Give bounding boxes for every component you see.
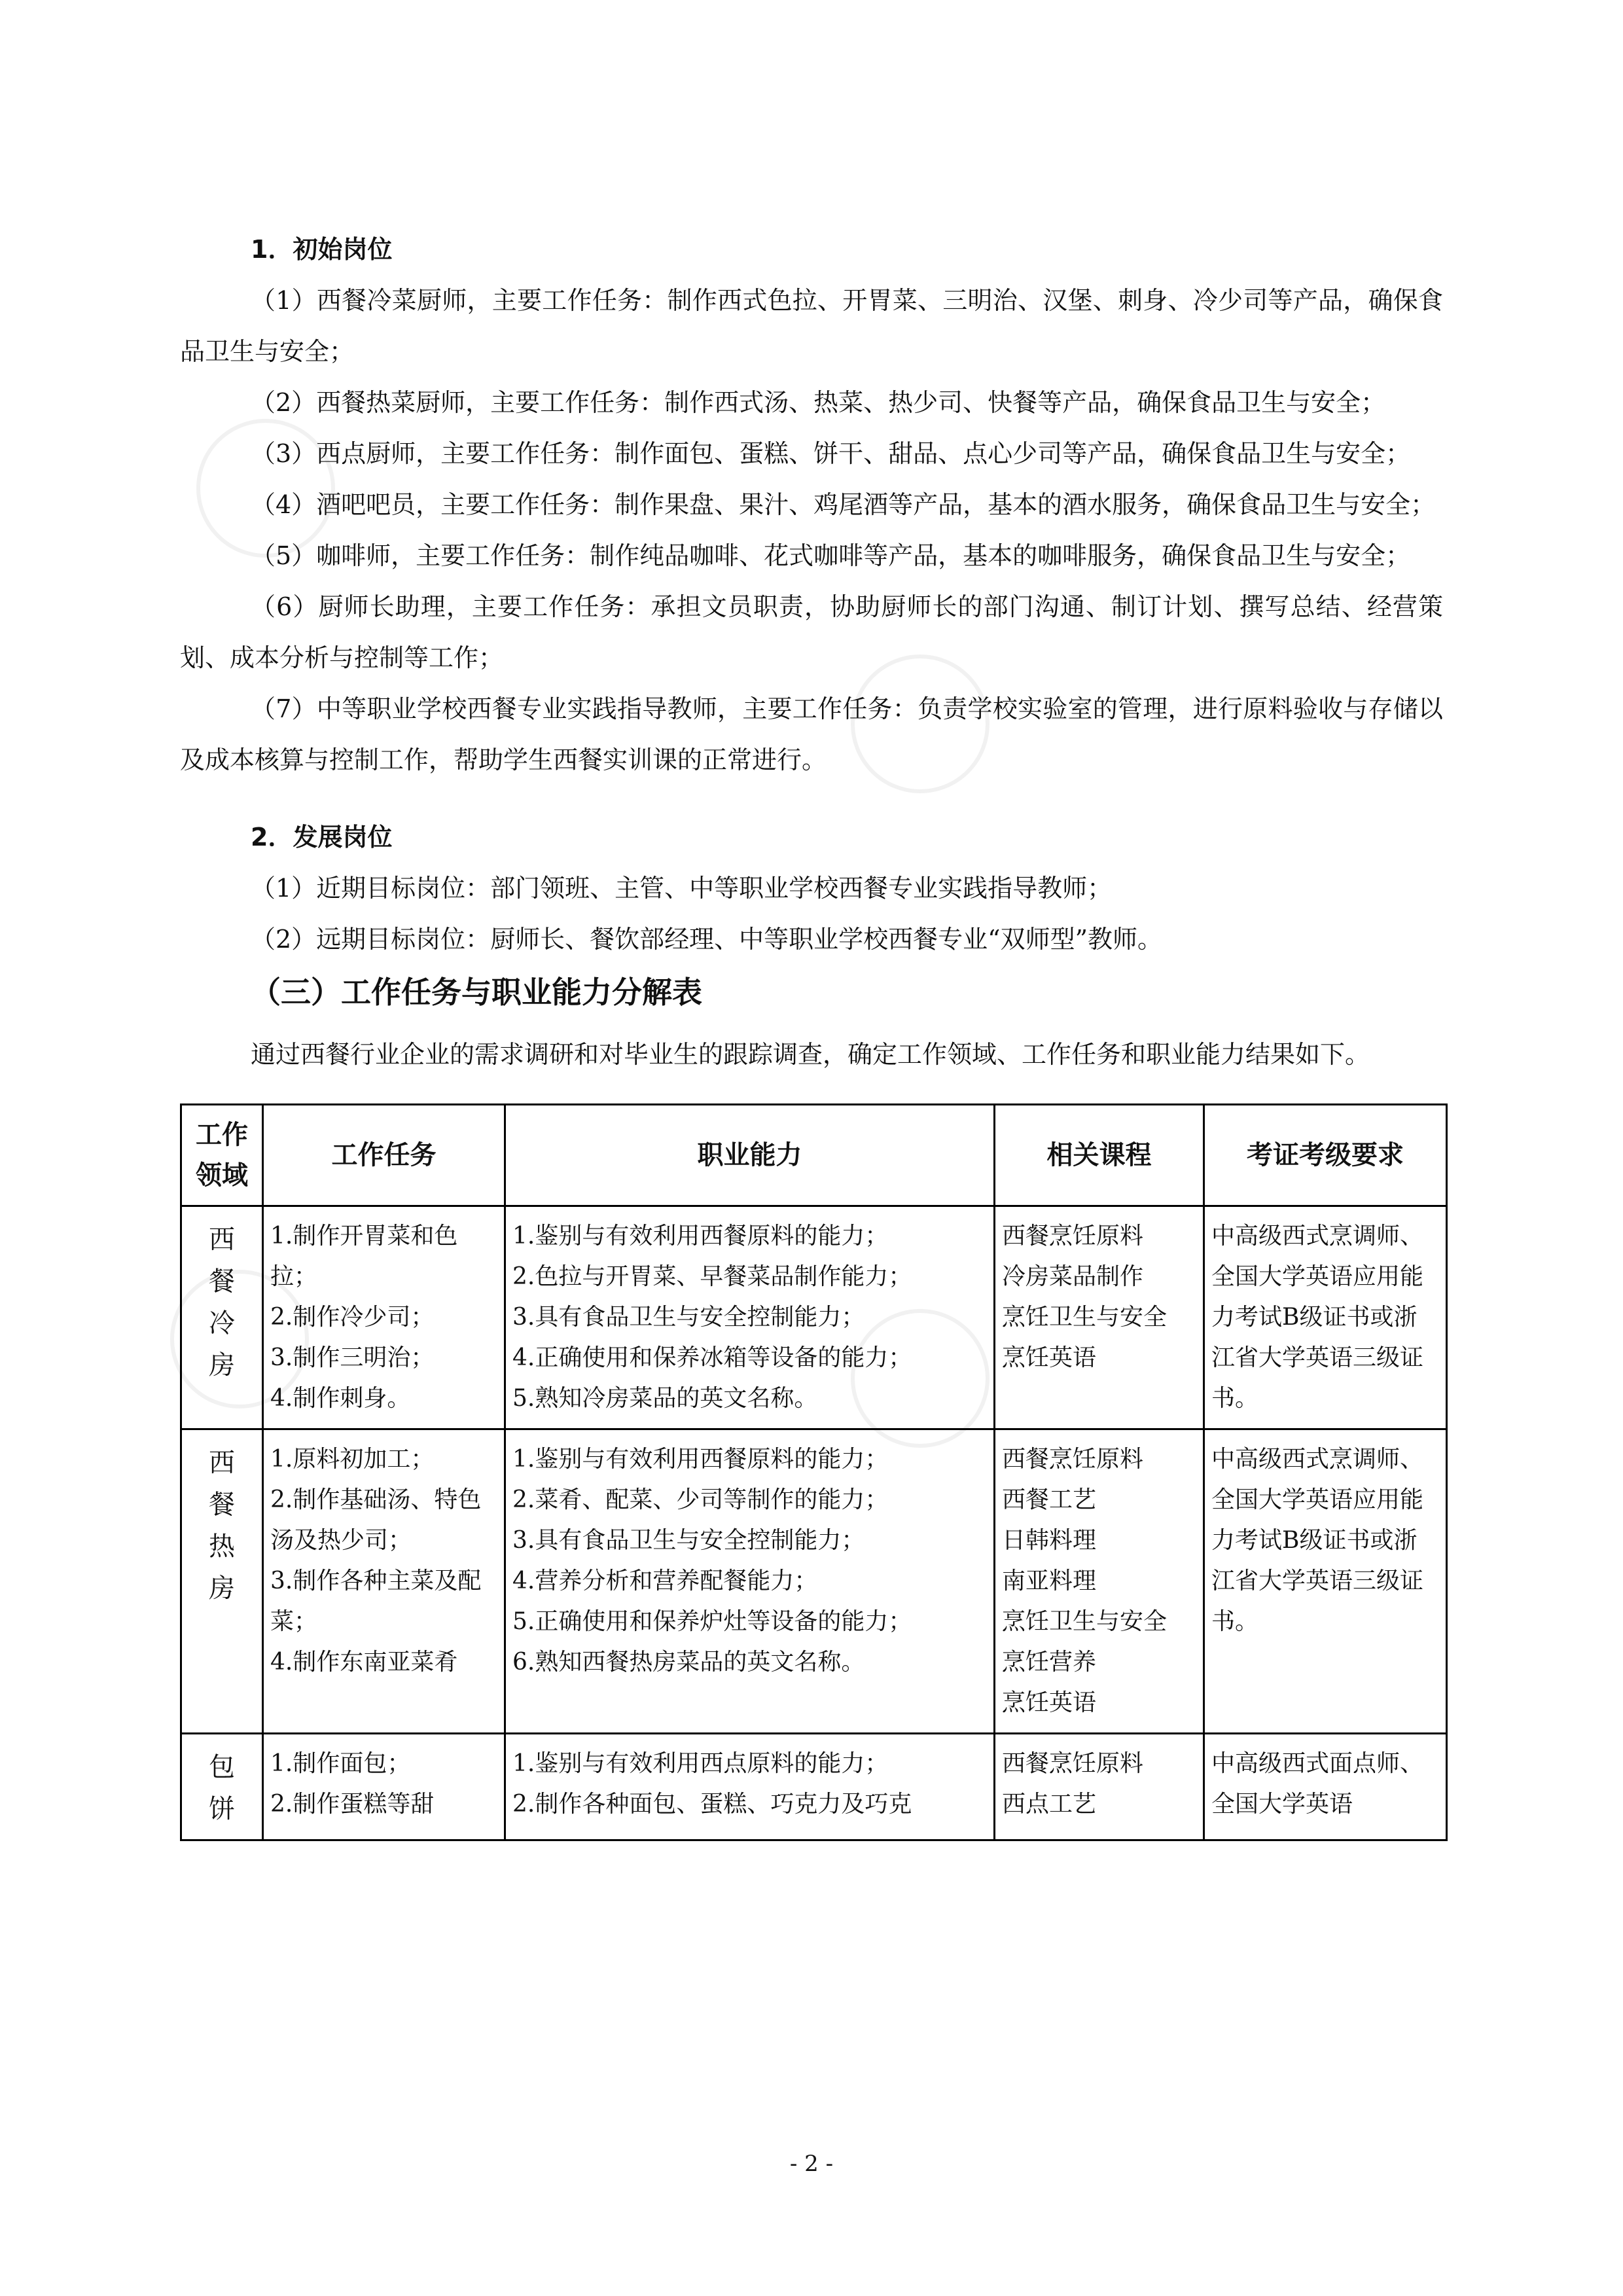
abilities-cell: 1.鉴别与有效利用西餐原料的能力； 2.色拉与开胃菜、早餐菜品制作能力； 3.具有食品卫生与安全控制能力； 4.正确使用和保养冰箱等设备的能力； 5.熟知冷房菜品的英文名称。 [505,1206,995,1429]
initial-position-item: （6）厨师长助理，主要工作任务：承担文员职责，协助厨师长的部门沟通、制订计划、撰写总结、经营策划、成本分析与控制等工作； [180,592,1443,672]
development-position-item: （1）近期目标岗位：部门领班、主管、中等职业学校西餐专业实践指导教师； [251,874,1113,903]
header-domain: 工作领域 [181,1105,263,1206]
section-heading: （三）工作任务与职业能力分解表 [251,975,702,1010]
table-row [181,1734,1447,1840]
header-courses: 相关课程 [995,1105,1204,1206]
initial-positions-heading: 1．初始岗位 [251,235,393,264]
certification-cell: 中高级西式烹调师、全国大学英语应用能力考试B级证书或浙江省大学英语三级证书。 [1204,1206,1447,1429]
tasks-cell: 1.原料初加工； 2.制作基础汤、特色汤及热少司； 3.制作各种主菜及配菜； 4.制作东南亚菜肴 [263,1429,505,1734]
table-header-row [181,1105,1447,1206]
tasks-cell: 1.制作面包； 2.制作蛋糕等甜 [263,1734,505,1840]
section-intro: 通过西餐行业企业的需求调研和对毕业生的跟踪调查，确定工作领域、工作任务和职业能力结果如下。 [251,1040,1370,1069]
task-ability-table [180,1103,1448,1841]
document-body [180,224,1443,1841]
initial-position-item: （5）咖啡师，主要工作任务：制作纯品咖啡、花式咖啡等产品，基本的咖啡服务，确保食品卫生与安全； [251,541,1411,570]
table-row [181,1206,1447,1429]
courses-cell: 西餐烹饪原料 西点工艺 [995,1734,1204,1840]
development-positions-heading: 2．发展岗位 [251,823,393,852]
initial-position-item: （1）西餐冷菜厨师，主要工作任务：制作西式色拉、开胃菜、三明治、汉堡、刺身、冷少司等产品，确保食品卫生与安全； [180,286,1443,366]
abilities-cell: 1.鉴别与有效利用西点原料的能力； 2.制作各种面包、蛋糕、巧克力及巧克 [505,1734,995,1840]
courses-cell: 西餐烹饪原料 西餐工艺 日韩料理 南亚料理 烹饪卫生与安全 烹饪营养 烹饪英语 [995,1429,1204,1734]
initial-position-item: （2）西餐热菜厨师，主要工作任务：制作西式汤、热菜、热少司、快餐等产品，确保食品卫生与安全； [251,388,1386,417]
courses-cell: 西餐烹饪原料 冷房菜品制作 烹饪卫生与安全 烹饪英语 [995,1206,1204,1429]
abilities-cell: 1.鉴别与有效利用西餐原料的能力； 2.菜肴、配菜、少司等制作的能力； 3.具有食品卫生与安全控制能力； 4.营养分析和营养配餐能力； 5.正确使用和保养炉灶等设备的能力； 6.熟知西餐热房菜品的英文名称。 [505,1429,995,1734]
development-position-item: （2）远期目标岗位：厨师长、餐饮部经理、中等职业学校西餐专业“双师型”教师。 [251,925,1163,954]
header-abilities: 职业能力 [505,1105,995,1206]
header-tasks: 工作任务 [263,1105,505,1206]
domain-cell: 西 餐 冷 房 [181,1206,263,1429]
initial-position-item: （4）酒吧吧员，主要工作任务：制作果盘、果汁、鸡尾酒等产品，基本的酒水服务，确保食品卫生与安全； [251,490,1436,519]
header-certification: 考证考级要求 [1204,1105,1447,1206]
domain-cell: 西 餐 热 房 [181,1429,263,1734]
page-number: - 2 - [789,2151,834,2177]
domain-cell: 包 饼 [181,1734,263,1840]
initial-position-item: （7）中等职业学校西餐专业实践指导教师，主要工作任务：负责学校实验室的管理，进行原料验收与存储以及成本核算与控制工作，帮助学生西餐实训课的正常进行。 [180,694,1443,774]
certification-cell: 中高级西式烹调师、全国大学英语应用能力考试B级证书或浙江省大学英语三级证书。 [1204,1429,1447,1734]
certification-cell: 中高级西式面点师、全国大学英语 [1204,1734,1447,1840]
table-row [181,1429,1447,1734]
initial-position-item: （3）西点厨师，主要工作任务：制作面包、蛋糕、饼干、甜品、点心少司等产品，确保食品卫生与安全； [251,439,1411,468]
tasks-cell: 1.制作开胃菜和色拉； 2.制作冷少司； 3.制作三明治； 4.制作刺身。 [263,1206,505,1429]
